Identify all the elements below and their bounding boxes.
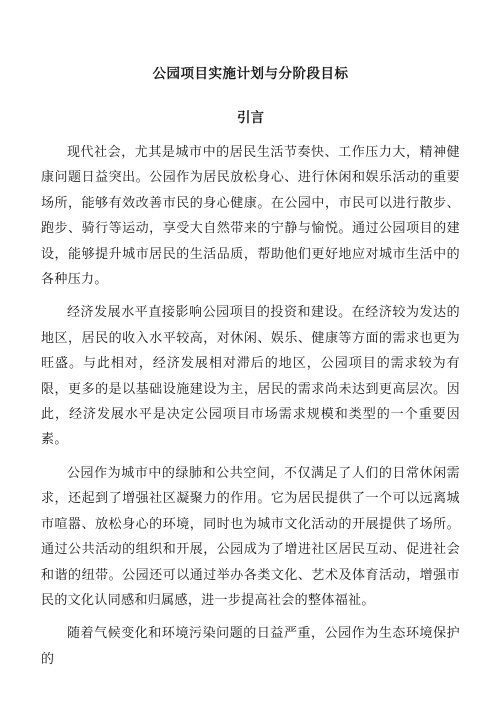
paragraph-3: 公园作为城市中的绿肺和公共空间，不仅满足了人们的日常休闲需求，还起到了增强社区凝聚力的作用。它为居民提供了一个可以远离城市喧嚣、放松身心的环境，同时也为城市文化活动的开展提供了场所。通过公共活动的组织和开展，公园成为了增进社区居民互动、促进社会和谐的纽带。公园还可以通过举办各类文化、艺术及体育活动，增强市民的文化认同感和归属感，进一步提高社会的整体福祉。 [41,465,460,608]
paragraph-4: 随着气候变化和环境污染问题的日益严重，公园作为生态环境保护的 [41,626,460,667]
paragraph-1: 现代社会，尤其是城市中的居民生活节奏快、工作压力大，精神健康问题日益突出。公园作为居民放松身心、进行休闲和娱乐活动的重要场所，能够有效改善市民的身心健康。在公园中，市民可以进行散步、跑步、骑行等运动，享受大自然带来的宁静与愉悦。通过公园项目的建设，能够提升城市居民的生活品质，帮助他们更好地应对城市生活中的各种压力。 [41,145,460,288]
section-heading-introduction: 引言 [237,110,264,126]
document-title: 公园项目实施计划与分阶段目标 [152,66,349,82]
paragraph-2: 经济发展水平直接影响公园项目的投资和建设。在经济较为发达的地区，居民的收入水平较高，对休闲、娱乐、健康等方面的需求也更为旺盛。与此相对，经济发展相对滞后的地区，公园项目的需求较为有限，更多的是以基础设施建设为主，居民的需求尚未达到更高层次。因此，经济发展水平是决定公园项目市场需求规模和类型的一个重要因素。 [41,305,460,448]
